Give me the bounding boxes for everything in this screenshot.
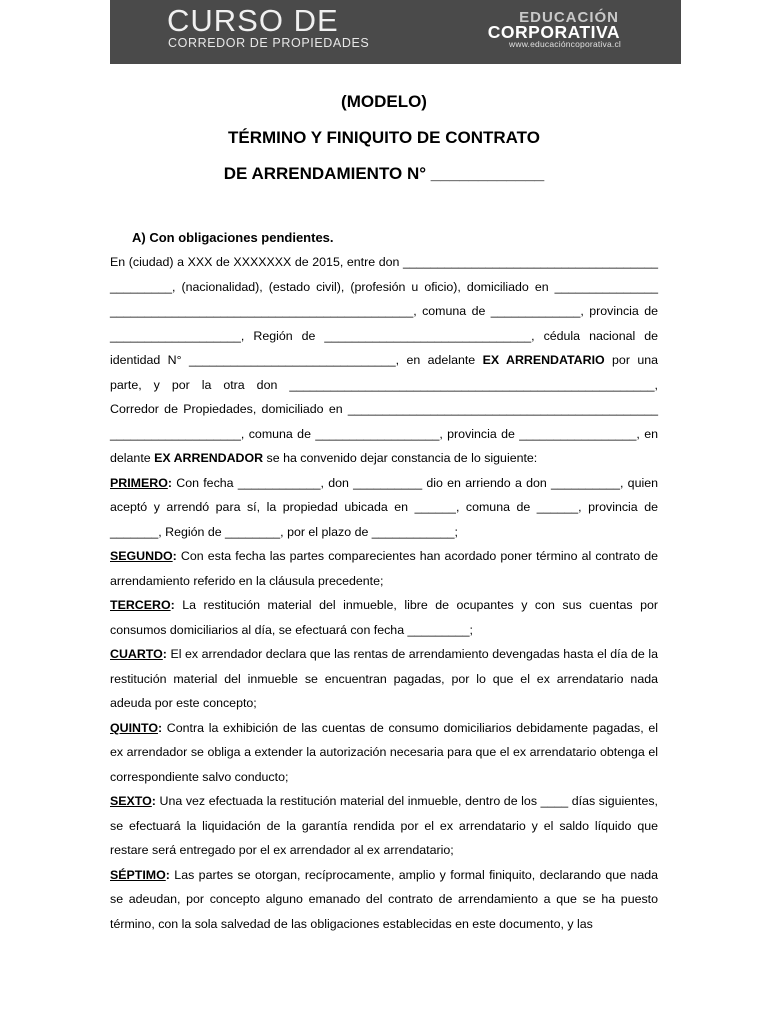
clause-sexto: SEXTO: Una vez efectuada la restitución material del inmueble, dentro de los ____ días siguientes, se efectuará la liquidación de la garantía rendida por el ex arrendatario y el saldo líquido que restare será entregado por el ex arrendador al ex arrendatario; — [110, 794, 658, 857]
clause-primero: PRIMERO: Con fecha ____________, don __________ dio en arriendo a don __________, quien aceptó y arrendó para sí, la propiedad ubicada en ______, comuna de ______, provincia de _______, Región de ________, por el plazo de ____________; — [110, 475, 658, 539]
party-ex-arrendatario: EX ARRENDATARIO — [482, 353, 605, 367]
clause-text: Con fecha ____________, don __________ dio en arriendo a don __________, quien aceptó y arrendó para sí, la propiedad ubicada en ______, comuna de ______, provincia de _______, Región de ________, por el plazo de ____________; — [110, 475, 658, 539]
clause-text: Las partes se otorgan, recíprocamente, amplio y formal finiquito, declarando que nada se adeudan, por concepto alguno emanado del contrato de arrendamiento a que se ha puesto término, con la sola salvedad de las obligaciones establecidas en este documento, y las — [110, 867, 658, 931]
clause-text: El ex arrendador declara que las rentas de arrendamiento devengadas hasta el día de la restitución material del inmueble se encuentran pagadas, por lo que el ex arrendatario nada adeuda por este concepto; — [110, 647, 658, 710]
clause-septimo: SÉPTIMO: Las partes se otorgan, recíprocamente, amplio y formal finiquito, declarando que nada se adeudan, por concepto alguno emanado del contrato de arrendamiento a que se ha puesto término, con la sola salvedad de las obligaciones establecidas en este documento, y las — [110, 867, 658, 931]
clause-cuarto: CUARTO: El ex arrendador declara que las rentas de arrendamiento devengadas hasta el día de la restitución material del inmueble se encuentran pagadas, por lo que el ex arrendatario nada adeuda por este concepto; — [110, 647, 658, 710]
course-banner — [110, 0, 681, 64]
clause-label: SEGUNDO — [110, 549, 173, 563]
section-label: A) Con obligaciones pendientes. — [132, 230, 334, 245]
clause-label: CUARTO — [110, 647, 163, 661]
brand-logo-top: EDUCACIÓN — [519, 9, 619, 26]
clause-label: TERCERO — [110, 598, 171, 612]
intro-text-2: por una parte, y por la otra don _____________________________________________________, Corredor de Propiedades, domiciliado en _____________________________________________ ___________________, comuna de __________________, provincia de _________________, en delante — [110, 353, 658, 465]
contract-document — [110, 84, 658, 936]
clause-label: SEXTO — [110, 794, 152, 808]
clause-text: La restitución material del inmueble, libre de ocupantes y con sus cuentas por consumos domiciliarios al día, se efectuará con fecha _________; — [110, 598, 658, 637]
party-ex-arrendador: EX ARRENDADOR — [154, 451, 264, 465]
intro-text-1: En (ciudad) a XXX de XXXXXXX de 2015, entre don _____________________________________ _________, (nacionalidad), (estado civil), (profesión u oficio), domiciliado en _______________ ____________________________________________, comuna de _____________, provincia de ___________________, Región de ______________________________, cédula nacional de identidad N° ______________________________, en adelante — [110, 255, 658, 367]
clause-label: PRIMERO — [110, 475, 168, 490]
clause-quinto: QUINTO: Contra la exhibición de las cuentas de consumo domiciliarios debidamente pagadas, el ex arrendador se obliga a extender la autorización necesaria para que el ex arrendatario obtenga el correspondiente salvo conducto; — [110, 720, 658, 784]
brand-url: www.educacióncoporativa.cl — [509, 39, 621, 49]
intro-paragraph — [110, 250, 658, 471]
clause-label: SÉPTIMO — [110, 867, 166, 882]
clause-segundo: SEGUNDO: Con esta fecha las partes comparecientes han acordado poner término al contrato de arrendamiento referido en la cláusula precedente; — [110, 549, 658, 588]
course-subtitle: CORREDOR DE PROPIEDADES — [168, 36, 370, 50]
document-heading-title: TÉRMINO Y FINIQUITO DE CONTRATO — [227, 128, 540, 147]
course-title: CURSO DE — [167, 3, 339, 38]
clause-text: Con esta fecha las partes comparecientes han acordado poner término al contrato de arrendamiento referido en la cláusula precedente; — [110, 549, 658, 588]
clause-text: Una vez efectuada la restitución material del inmueble, dentro de los ____ días siguientes, se efectuará la liquidación de la garantía rendida por el ex arrendatario y el saldo líquido que restare será entregado por el ex arrendador al ex arrendatario; — [110, 794, 658, 857]
brand-logo-main: CORPORATIVA — [487, 22, 620, 42]
intro-text-3: se ha convenido dejar constancia de lo siguiente: — [263, 451, 538, 465]
clause-text: Contra la exhibición de las cuentas de consumo domiciliarios debidamente pagadas, el ex arrendador se obliga a extender la autorización necesaria para que el ex arrendatario obtenga el correspondiente salvo conducto; — [110, 720, 658, 784]
clause-tercero: TERCERO: La restitución material del inmueble, libre de ocupantes y con sus cuentas por consumos domiciliarios al día, se efectuará con fecha _________; — [110, 598, 658, 637]
document-heading-model: (MODELO) — [341, 92, 427, 111]
clause-label: QUINTO — [110, 720, 158, 735]
document-heading-number: DE ARRENDAMIENTO N° ____________ — [223, 164, 545, 183]
